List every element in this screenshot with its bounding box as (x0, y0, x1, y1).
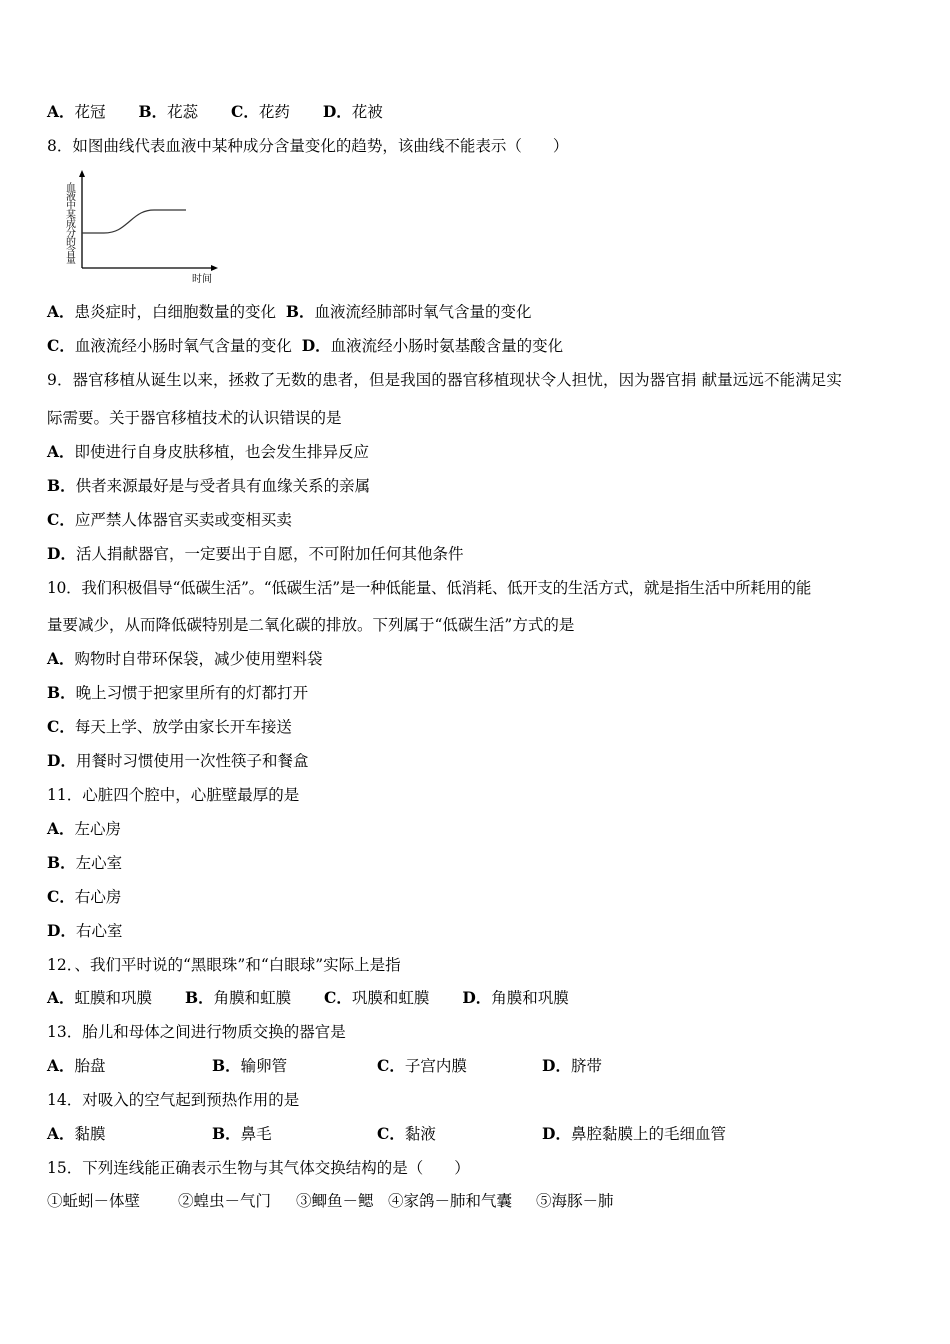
q13-option-c: C．子宫内膜 (377, 1056, 467, 1075)
q8-graph (60, 168, 230, 286)
q12-stem: 12．、我们平时说的“黑眼珠”和“白眼球”实际上是指 (47, 956, 401, 974)
q12-option-a: A．虹膜和巩膜 (47, 988, 153, 1007)
q7-option-b: B．花蕊 (138, 102, 199, 121)
q14-option-a: A．黏膜 (47, 1124, 106, 1143)
graph-xlabel: 时间 (192, 274, 212, 285)
q7-option-d: D．花被 (322, 102, 383, 121)
q8-option-a-letter: A． (47, 302, 75, 321)
y-axis-arrow (79, 170, 85, 177)
q8-option-d-letter: D． (301, 336, 331, 355)
q8-option-b-letter: B． (285, 302, 315, 321)
q10-stem-1: 10．我们积极倡导“低碳生活”。“低碳生活”是一种低能量、低消耗、低开支的生活方式，就是指生活中所耗用的能 (47, 579, 812, 597)
q11-option-c: C．右心房 (47, 887, 122, 906)
q8-option-b: 血液流经肺部时氧气含量的变化 (314, 303, 532, 321)
q12-option-b: B．角膜和虹膜 (184, 988, 292, 1007)
q11-option-a: A．左心房 (47, 819, 122, 838)
q15-item-2: ②蝗虫－气门 (178, 1192, 272, 1210)
q8-option-a: 患炎症时，白细胞数量的变化 (74, 303, 277, 321)
q8-stem: 8．如图曲线代表血液中某种成分含量变化的趋势，该曲线不能表示（ ） (47, 137, 569, 155)
q13-option-b: B．输卵管 (212, 1056, 288, 1075)
q11-stem: 11．心脏四个腔中，心脏壁最厚的是 (47, 786, 300, 804)
q10-option-d: D．用餐时习惯使用一次性筷子和餐盒 (47, 751, 309, 770)
q15-item-5: ⑤海豚－肺 (536, 1192, 614, 1210)
q12-option-d: D．角膜和巩膜 (462, 988, 569, 1007)
q7-option-a: A．花冠 (47, 102, 106, 121)
q15-item-1: ①蚯蚓－体壁 (47, 1192, 141, 1210)
q10-option-a: A．购物时自带环保袋，减少使用塑料袋 (47, 649, 323, 668)
q10-option-c: C．每天上学、放学由家长开车接送 (47, 717, 292, 736)
q8-option-c: 血液流经小肠时氧气含量的变化 (74, 337, 292, 355)
trend-curve (82, 210, 186, 233)
q8-options-line-1 (47, 302, 532, 322)
q15-item-4: ④家鸽－肺和气囊 (388, 1192, 513, 1210)
q12-option-c: C．巩膜和虹膜 (324, 988, 430, 1007)
q13-option-d: D．脐带 (542, 1056, 602, 1075)
q14-option-d: D．鼻腔黏膜上的毛细血管 (542, 1124, 726, 1143)
q9-stem-1: 9．器官移植从诞生以来，拯救了无数的患者，但是我国的器官移植现状令人担忧，因为器官捐 献量远远不能满足实 (47, 371, 842, 389)
q14-option-b: B．鼻毛 (212, 1124, 272, 1143)
q14-stem: 14．对吸入的空气起到预热作用的是 (47, 1091, 300, 1109)
q9-option-a: A．即使进行自身皮肤移植，也会发生排异反应 (47, 442, 370, 461)
q15-stem: 15．下列连线能正确表示生物与其气体交换结构的是（ ） (47, 1159, 470, 1177)
q9-option-c: C．应严禁人体器官买卖或变相买卖 (47, 510, 292, 529)
q11-option-b: B．左心室 (47, 853, 123, 872)
q7-option-c: C．花药 (231, 102, 290, 121)
q8-option-c-letter: C． (47, 336, 75, 355)
q10-stem-2: 量要减少，从而降低碳特别是二氧化碳的排放。下列属于“低碳生活”方式的是 (47, 616, 575, 634)
q15-item-3: ③鲫鱼－鳃 (296, 1192, 374, 1210)
q14-option-c: C．黏液 (377, 1124, 436, 1143)
q10-option-b: B．晚上习惯于把家里所有的灯都打开 (47, 683, 309, 702)
q11-option-d: D．右心室 (47, 921, 123, 940)
graph-ylabel: 血液中某成分的含量 (63, 182, 75, 263)
q9-option-b: B．供者来源最好是与受者具有血缘关系的亲属 (47, 476, 371, 495)
q8-option-d: 血液流经小肠时氨基酸含量的变化 (330, 337, 564, 355)
x-axis-arrow (211, 265, 218, 271)
q8-options-line-2 (47, 336, 563, 356)
q9-option-d: D．活人捐献器官，一定要出于自愿，不可附加任何其他条件 (47, 544, 464, 563)
q13-option-a: A．胎盘 (47, 1056, 106, 1075)
q9-stem-2: 际需要。关于器官移植技术的认识错误的是 (47, 409, 342, 427)
q12-options (47, 988, 597, 1008)
q13-stem: 13．胎儿和母体之间进行物质交换的器官是 (47, 1023, 346, 1041)
q7-options (47, 102, 411, 122)
